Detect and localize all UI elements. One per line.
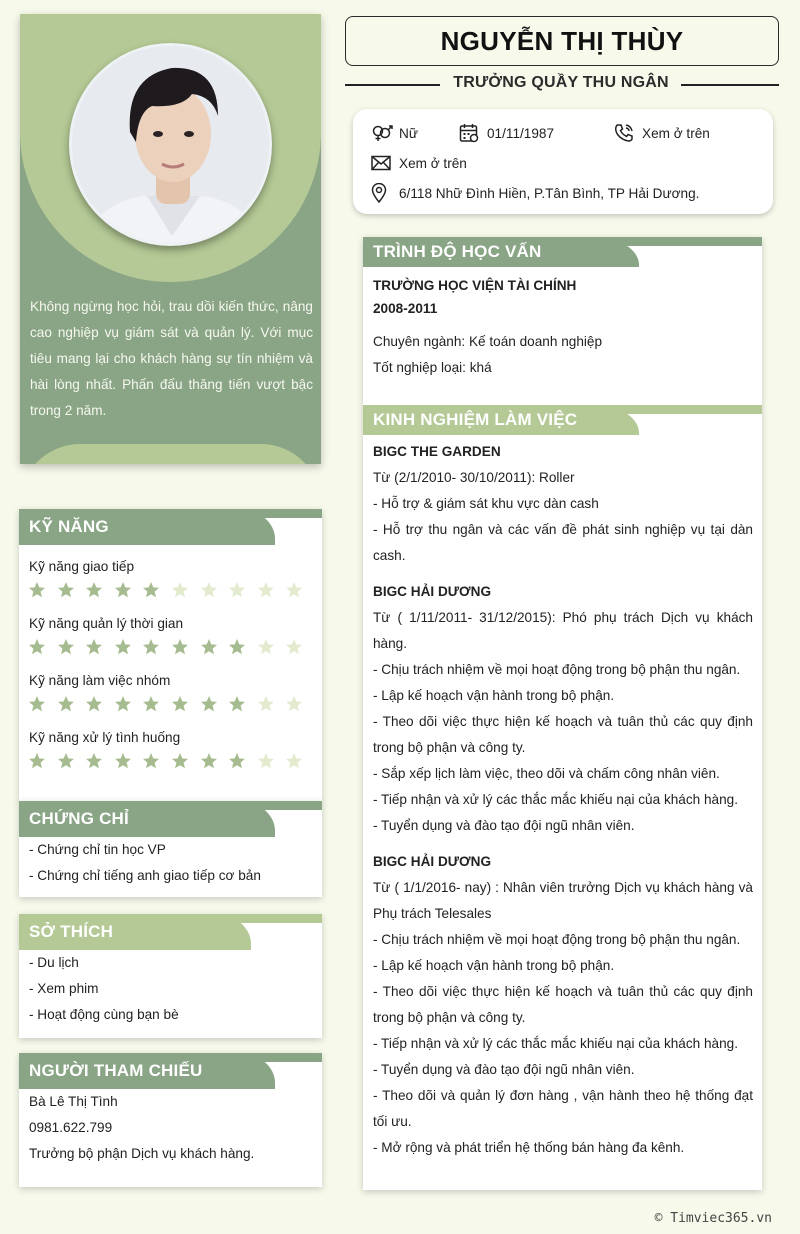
hobbies-title: SỞ THÍCH: [29, 922, 114, 941]
job-detail-line: - Sắp xếp lịch làm việc, theo dõi và chấm công nhân viên.: [373, 766, 720, 781]
location-pin-icon: [371, 183, 395, 203]
star-empty-icon: [200, 581, 229, 599]
company-name: BIGC HẢI DƯƠNG: [373, 854, 492, 869]
reference-phone: 0981.622.799: [29, 1120, 113, 1135]
star-filled-icon: [142, 752, 171, 770]
certificates-section: [19, 801, 322, 897]
envelope-icon: [371, 153, 395, 173]
avatar: [69, 43, 272, 246]
job-detail-line: Từ ( 1/11/2011- 31/12/2015): Phó phụ trách Dịch vụ khách hàng.: [373, 610, 753, 651]
phone-text: Xem ở trên: [642, 125, 710, 141]
study-years: 2008-2011: [373, 301, 438, 316]
star-empty-icon: [285, 695, 314, 713]
star-empty-icon: [257, 695, 286, 713]
skills-section: [19, 509, 322, 802]
skill-name: Kỹ năng quản lý thời gian: [29, 616, 184, 631]
star-filled-icon: [114, 752, 143, 770]
skill-rating: [28, 634, 314, 659]
name-box: [345, 16, 779, 66]
star-filled-icon: [228, 695, 257, 713]
star-filled-icon: [85, 695, 114, 713]
star-filled-icon: [200, 752, 229, 770]
graduation-grade: Tốt nghiệp loại: khá: [373, 360, 492, 375]
hobbies-section: [19, 914, 322, 1038]
star-empty-icon: [257, 581, 286, 599]
certificate-item: - Chứng chỉ tin học VP: [29, 842, 166, 857]
job-detail-line: - Lập kế hoạch vận hành trong bộ phận.: [373, 688, 615, 703]
star-empty-icon: [285, 638, 314, 656]
hobbies-list: [29, 950, 314, 1028]
job-detail-line: - Tuyển dụng và đào tạo đội ngũ nhân viên.: [373, 1062, 635, 1077]
star-empty-icon: [285, 752, 314, 770]
job-detail-line: - Lập kế hoạch vận hành trong bộ phận.: [373, 958, 615, 973]
company-name: BIGC HẢI DƯƠNG: [373, 584, 492, 599]
star-filled-icon: [114, 638, 143, 656]
email-text: Xem ở trên: [399, 155, 467, 171]
certificates-title: CHỨNG CHỈ: [29, 809, 129, 828]
reference-role: Trưởng bộ phận Dịch vụ khách hàng.: [29, 1146, 255, 1161]
job-detail-line: - Hỗ trợ thu ngân và các vấn đề phát sinh nghiệp vụ tại dàn cash.: [373, 522, 753, 563]
job-detail-line: Từ ( 1/1/2016- nay) : Nhân viên trưởng Dịch vụ khách hàng và Phụ trách Telesales: [373, 880, 753, 921]
education-block: [373, 275, 753, 381]
certificates-header: [19, 801, 322, 837]
star-filled-icon: [142, 638, 171, 656]
star-empty-icon: [257, 752, 286, 770]
job-detail-line: - Mở rộng và phát triển hệ thống bán hàng đa kênh.: [373, 1140, 685, 1155]
certificate-item: - Chứng chỉ tiếng anh giao tiếp cơ bản: [29, 868, 261, 883]
star-filled-icon: [142, 581, 171, 599]
job-entry: [373, 441, 753, 569]
skills-list: [29, 557, 314, 785]
star-filled-icon: [171, 695, 200, 713]
skill-name: Kỹ năng làm việc nhóm: [29, 673, 171, 688]
experience-title: KINH NGHIỆM LÀM VIỆC: [373, 410, 578, 429]
star-filled-icon: [85, 752, 114, 770]
career-summary: Không ngừng học hỏi, trau dồi kiến thức, nâng cao nghiệp vụ giám sát và quản lý. Với mục tiêu mang lại cho khách hàng sự tín nhiệm và hài lòng nhất. Phấn đấu thăng tiến vượt bậc trong 2 năm.: [30, 299, 313, 418]
star-filled-icon: [57, 638, 86, 656]
star-filled-icon: [57, 695, 86, 713]
star-filled-icon: [114, 581, 143, 599]
star-filled-icon: [85, 638, 114, 656]
job-detail-line: - Tuyển dụng và đào tạo đội ngũ nhân viên.: [373, 818, 635, 833]
star-filled-icon: [57, 752, 86, 770]
title-divider-left: [345, 84, 440, 86]
star-filled-icon: [28, 638, 57, 656]
contact-box: [353, 109, 773, 214]
star-filled-icon: [28, 581, 57, 599]
references-list: [29, 1089, 314, 1167]
title-divider-right: [681, 84, 779, 86]
references-section: [19, 1053, 322, 1187]
major: Chuyên ngành: Kế toán doanh nghiệp: [373, 334, 603, 349]
job-title: TRƯỞNG QUẦY THU NGÂN: [453, 74, 669, 91]
certificates-list: [29, 837, 314, 889]
job-detail-line: - Chịu trách nhiệm về mọi hoạt động trong bộ phận thu ngân.: [373, 662, 741, 677]
job-detail-line: - Theo dõi việc thực hiện kế hoạch và tuân thủ các quy định trong bộ phận và công ty.: [373, 714, 753, 755]
job-detail-line: - Theo dõi việc thực hiện kế hoạch và tuân thủ các quy định trong bộ phận và công ty.: [373, 984, 753, 1025]
job-entry: [373, 851, 753, 1161]
hobbies-header: [19, 914, 322, 950]
hobby-item: - Hoạt động cùng bạn bè: [29, 1007, 179, 1022]
education-title: TRÌNH ĐỘ HỌC VẤN: [373, 242, 542, 261]
phone-icon: [614, 123, 638, 143]
star-empty-icon: [285, 581, 314, 599]
company-name: BIGC THE GARDEN: [373, 444, 501, 459]
contact-gender: [371, 122, 418, 144]
job-detail-line: - Tiếp nhận và xử lý các thắc mắc khiếu nại của khách hàng.: [373, 792, 739, 807]
star-filled-icon: [228, 638, 257, 656]
star-filled-icon: [171, 638, 200, 656]
star-empty-icon: [228, 581, 257, 599]
full-name: NGUYỄN THỊ THÙY: [440, 25, 684, 56]
skills-header: [19, 509, 322, 545]
job-detail-line: - Tiếp nhận và xử lý các thắc mắc khiếu nại của khách hàng.: [373, 1036, 739, 1051]
card-bottom-curve: [20, 444, 321, 464]
hobby-item: - Xem phim: [29, 981, 99, 996]
star-filled-icon: [28, 752, 57, 770]
copyright-footer: © Timviec365.vn: [654, 1211, 772, 1226]
calendar-icon: [459, 123, 483, 143]
star-empty-icon: [171, 581, 200, 599]
gender-icon: [371, 123, 395, 143]
experience-list: [373, 441, 753, 1161]
job-entry: [373, 581, 753, 839]
star-filled-icon: [200, 638, 229, 656]
contact-phone: [614, 122, 710, 144]
star-filled-icon: [171, 752, 200, 770]
star-filled-icon: [114, 695, 143, 713]
reference-name: Bà Lê Thị Tình: [29, 1094, 118, 1109]
job-detail-line: - Chịu trách nhiệm về mọi hoạt động trong bộ phận thu ngân.: [373, 932, 741, 947]
star-filled-icon: [28, 695, 57, 713]
star-empty-icon: [257, 638, 286, 656]
skill-name: Kỹ năng xử lý tình huống: [29, 730, 181, 745]
contact-email: [371, 152, 467, 174]
experience-header: [363, 405, 762, 435]
birthday-text: 01/11/1987: [487, 125, 555, 141]
skills-title: KỸ NĂNG: [29, 517, 109, 536]
job-detail-line: - Theo dõi và quản lý đơn hàng , vận hành theo hệ thống đạt tối ưu.: [373, 1088, 753, 1129]
gender-text: Nữ: [399, 125, 418, 141]
skill-rating: [28, 748, 314, 773]
references-header: [19, 1053, 322, 1089]
star-filled-icon: [142, 695, 171, 713]
hobby-item: - Du lịch: [29, 955, 79, 970]
star-filled-icon: [85, 581, 114, 599]
job-detail-line: - Hỗ trợ & giám sát khu vực dàn cash: [373, 496, 599, 511]
contact-birthday: [459, 122, 554, 144]
job-detail-line: Từ (2/1/2010- 30/10/2011): Roller: [373, 470, 575, 485]
star-filled-icon: [228, 752, 257, 770]
contact-address: [371, 182, 699, 204]
address-text: 6/118 Nhữ Đình Hiền, P.Tân Bình, TP Hải Dương.: [399, 185, 700, 201]
skill-rating: [28, 691, 314, 716]
education-header: [363, 237, 762, 267]
skill-rating: [28, 577, 314, 602]
star-filled-icon: [57, 581, 86, 599]
star-filled-icon: [200, 695, 229, 713]
school-name: TRƯỜNG HỌC VIỆN TÀI CHÍNH: [373, 278, 577, 293]
skill-name: Kỹ năng giao tiếp: [29, 559, 135, 574]
main-content: [363, 237, 762, 1190]
references-title: NGƯỜI THAM CHIẾU: [29, 1061, 203, 1080]
